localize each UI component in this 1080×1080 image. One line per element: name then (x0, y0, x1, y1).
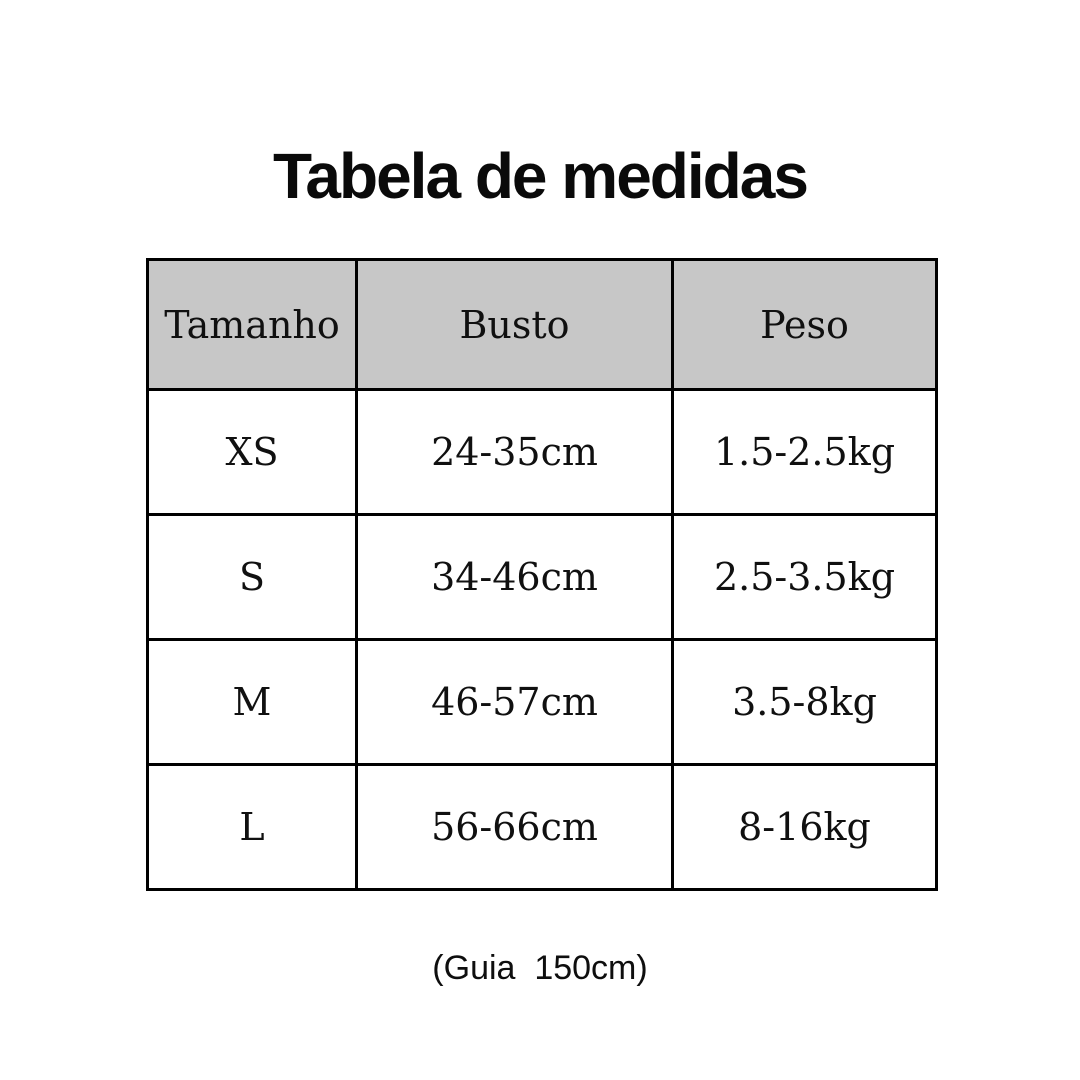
table-row-l (148, 765, 937, 890)
busto-cell: 56-66cm (357, 765, 673, 890)
peso-cell: 3.5-8kg (673, 640, 937, 765)
table-row-xs (148, 390, 937, 515)
page-title: Tabela de medidas (273, 140, 807, 212)
column-header-busto: Busto (357, 260, 673, 390)
size-table (146, 258, 938, 891)
column-header-tamanho: Tamanho (148, 260, 357, 390)
guide-note: (Guia 150cm) (432, 949, 648, 987)
busto-cell: 34-46cm (357, 515, 673, 640)
size-table-header (148, 260, 937, 390)
header-row (148, 260, 937, 390)
table-row-m (148, 640, 937, 765)
busto-cell: 46-57cm (357, 640, 673, 765)
peso-cell: 2.5-3.5kg (673, 515, 937, 640)
column-header-peso: Peso (673, 260, 937, 390)
size-cell: S (148, 515, 357, 640)
peso-cell: 8-16kg (673, 765, 937, 890)
size-cell: XS (148, 390, 357, 515)
size-table-body (148, 390, 937, 890)
table-row-s (148, 515, 937, 640)
size-cell: L (148, 765, 357, 890)
size-cell: M (148, 640, 357, 765)
peso-cell: 1.5-2.5kg (673, 390, 937, 515)
busto-cell: 24-35cm (357, 390, 673, 515)
